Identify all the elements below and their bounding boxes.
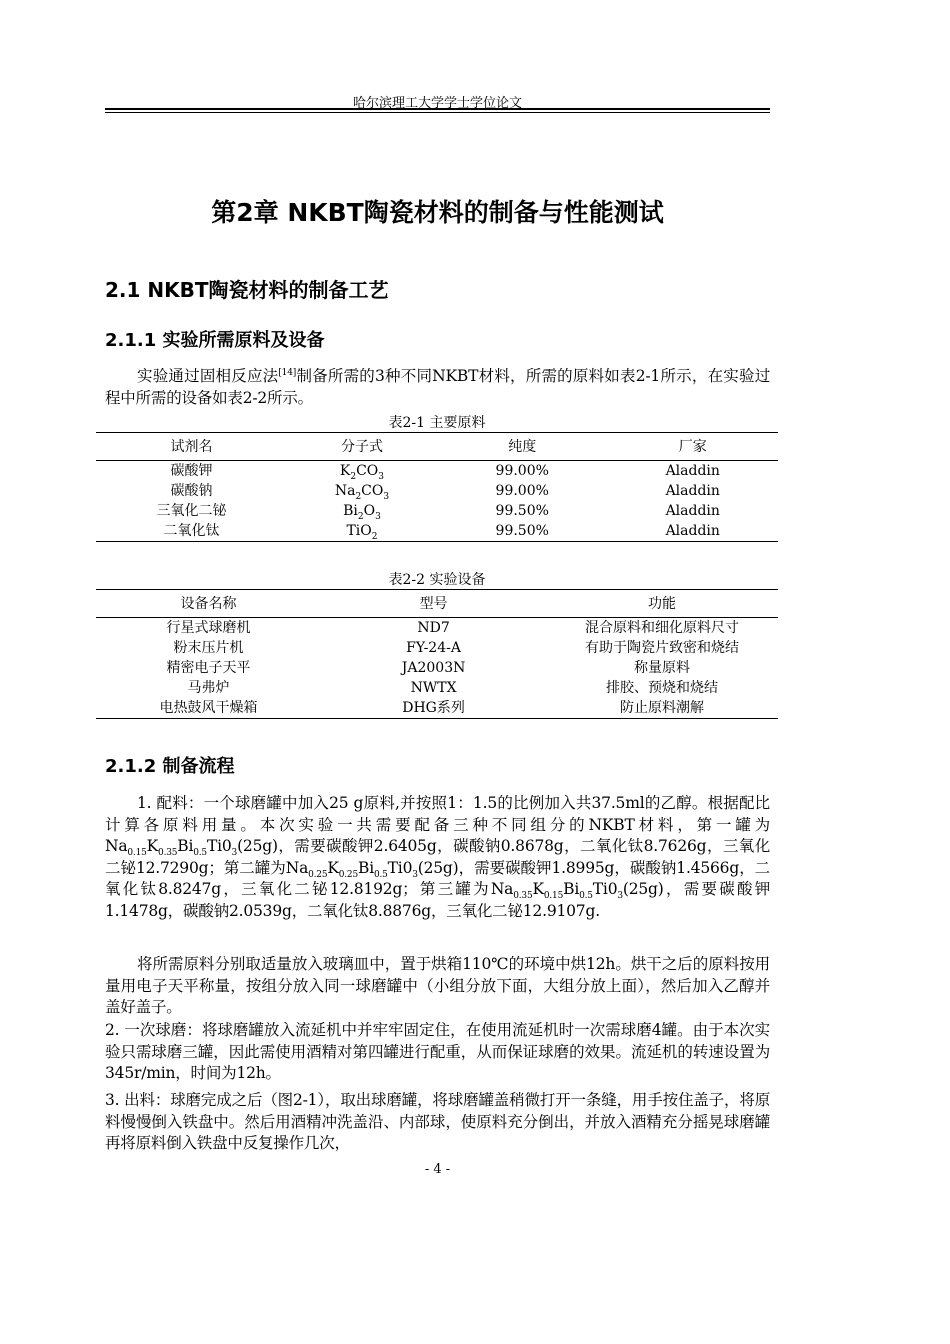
table-cell: 99.00% xyxy=(495,463,549,479)
table-cell: Aladdin xyxy=(607,521,778,542)
table-cell: 三氧化二铋 xyxy=(156,503,227,519)
table2-caption: 表2-2 实验设备 xyxy=(388,572,486,588)
table-row xyxy=(96,501,778,521)
paragraph-drying: 将所需原料分别取适量放入玻璃皿中，置于烘箱110℃的环境中烘12h。烘干之后的原料按用量用电子天平称量，按组分放入同一球磨罐中（小组分放下面，大组分放上面），然后加入乙醇并盖好盖子。 xyxy=(105,955,770,1016)
header-rule-thin xyxy=(105,112,770,113)
table-row: 马弗炉 NWTX 排胶、预烧和烧结 xyxy=(187,680,719,696)
table1-header-cell: 分子式 xyxy=(287,433,437,461)
table1-header-cell: 纯度 xyxy=(437,433,608,461)
table1-header-cell: 试剂名 xyxy=(96,433,287,461)
table-cell: Aladdin xyxy=(665,483,720,499)
chapter-title: 第2章 NKBT陶瓷材料的制备与性能测试 xyxy=(211,198,664,227)
formula-cell: $Na_2CO_3$ xyxy=(334,483,390,502)
table-cell: Aladdin xyxy=(665,503,720,519)
paragraph-batching: 1. 配料：一个球磨罐中加入25 g原料,并按照1：1.5的比例加入共37.5ml的乙醇。根据配比计算各原料用量。本次实验一共需要配备三种不同组分的NKBT材料，第一罐为$Na_{0.15}K_{0.35}Bi_{0.5}Ti0_3(25g)$，需要碳酸钾2.6405g，碳酸钠0.8678g，二氧化钛8.7626g，三氧化二铋12.7290g；第二罐为$Na_{0.25}K_{0.25}Bi_{0.5}Ti0_3(25g)$，需要碳酸钾1.8995g，碳酸钠1.4566g，二氧化钛8.8247g，三氧化二铋12.8192g；第三罐为$Na_{0.35}K_{0.15}Bi_{0.5}Ti0_3(25g)$，需要碳酸钾1.1478g，碳酸钠2.0539g，二氧化钛8.8876g，三氧化二铋12.9107g. xyxy=(105,794,771,920)
formula-cell: $K_2CO_3$ xyxy=(339,463,385,482)
formula-cell: TiO$_2$ xyxy=(287,521,437,542)
table-row xyxy=(96,481,778,501)
paragraph-ball-milling: 2. 一次球磨：将球磨罐放入流延机中并牢牢固定住，在使用流延机时一次需球磨4罐。由于本次实验只需球磨三罐，因此需使用酒精对第四罐进行配重，从而保证球磨的效果。流延机的转速设置为345r/min，时间为12h。 xyxy=(105,1021,770,1082)
intro-text-a: 实验通过固相反应法 xyxy=(137,367,279,385)
page-number: - 4 - xyxy=(424,1162,451,1177)
section-heading-2-1-2: 2.1.2 制备流程 xyxy=(105,756,235,777)
table-equipment xyxy=(96,589,778,719)
table-row xyxy=(96,461,778,482)
citation-ref[interactable]: [14] xyxy=(278,367,297,378)
header-rule-thick xyxy=(105,108,770,110)
paragraph-discharge: 3. 出料：球磨完成之后（图2-1），取出球磨罐，将球磨罐盖稍微打开一条缝，用手按住盖子，将原料慢慢倒入铁盘中。然后用酒精冲洗盖沿、内部球，使原料充分倒出，并放入酒精充分摇晃球磨罐再将原料倒入铁盘中反复操作几次， xyxy=(105,1091,770,1152)
table-cell: 99.50% xyxy=(495,503,549,519)
intro-paragraph xyxy=(105,366,770,409)
table2-header-cell: 功能 xyxy=(546,590,778,618)
table-cell: 99.50% xyxy=(437,521,608,542)
table-raw-materials xyxy=(96,432,778,542)
table2-header-cell: 设备名称 xyxy=(96,590,321,618)
table1-header-cell: 厂家 xyxy=(607,433,778,461)
table-row: 电热鼓风干燥箱 DHG系列 防止原料潮解 xyxy=(96,698,778,719)
section-heading-2-1-1: 2.1.1 实验所需原料及设备 xyxy=(105,330,325,351)
table-row: 行星式球磨机 ND7 混合原料和细化原料尺寸 xyxy=(166,620,740,636)
running-header: 哈尔滨理工大学学士学位论文 xyxy=(352,96,522,111)
formula-cell: $Bi_2O_3$ xyxy=(343,503,381,522)
section-heading-2-1: 2.1 NKBT陶瓷材料的制备工艺 xyxy=(105,278,389,302)
table-cell: 二氧化钛 xyxy=(96,521,287,542)
table2-header-cell: 型号 xyxy=(321,590,546,618)
table-cell: 碳酸钠 xyxy=(170,483,213,499)
intro-text-b: 制备所需的3种不同NKBT材料，所需的原料如表2-1所示，在实验过程中所需的设备如表2-2所示。 xyxy=(105,367,770,407)
table-cell: 碳酸钾 xyxy=(170,463,213,479)
table1-caption: 表2-1 主要原料 xyxy=(388,415,486,431)
table-row xyxy=(96,521,778,542)
table-row: 精密电子天平 JA2003N 称量原料 xyxy=(166,660,691,676)
table-cell: 99.00% xyxy=(495,483,549,499)
table-cell: Aladdin xyxy=(665,463,720,479)
table-row: 粉末压片机 FY-24-A 有助于陶瓷片致密和烧结 xyxy=(173,640,740,656)
